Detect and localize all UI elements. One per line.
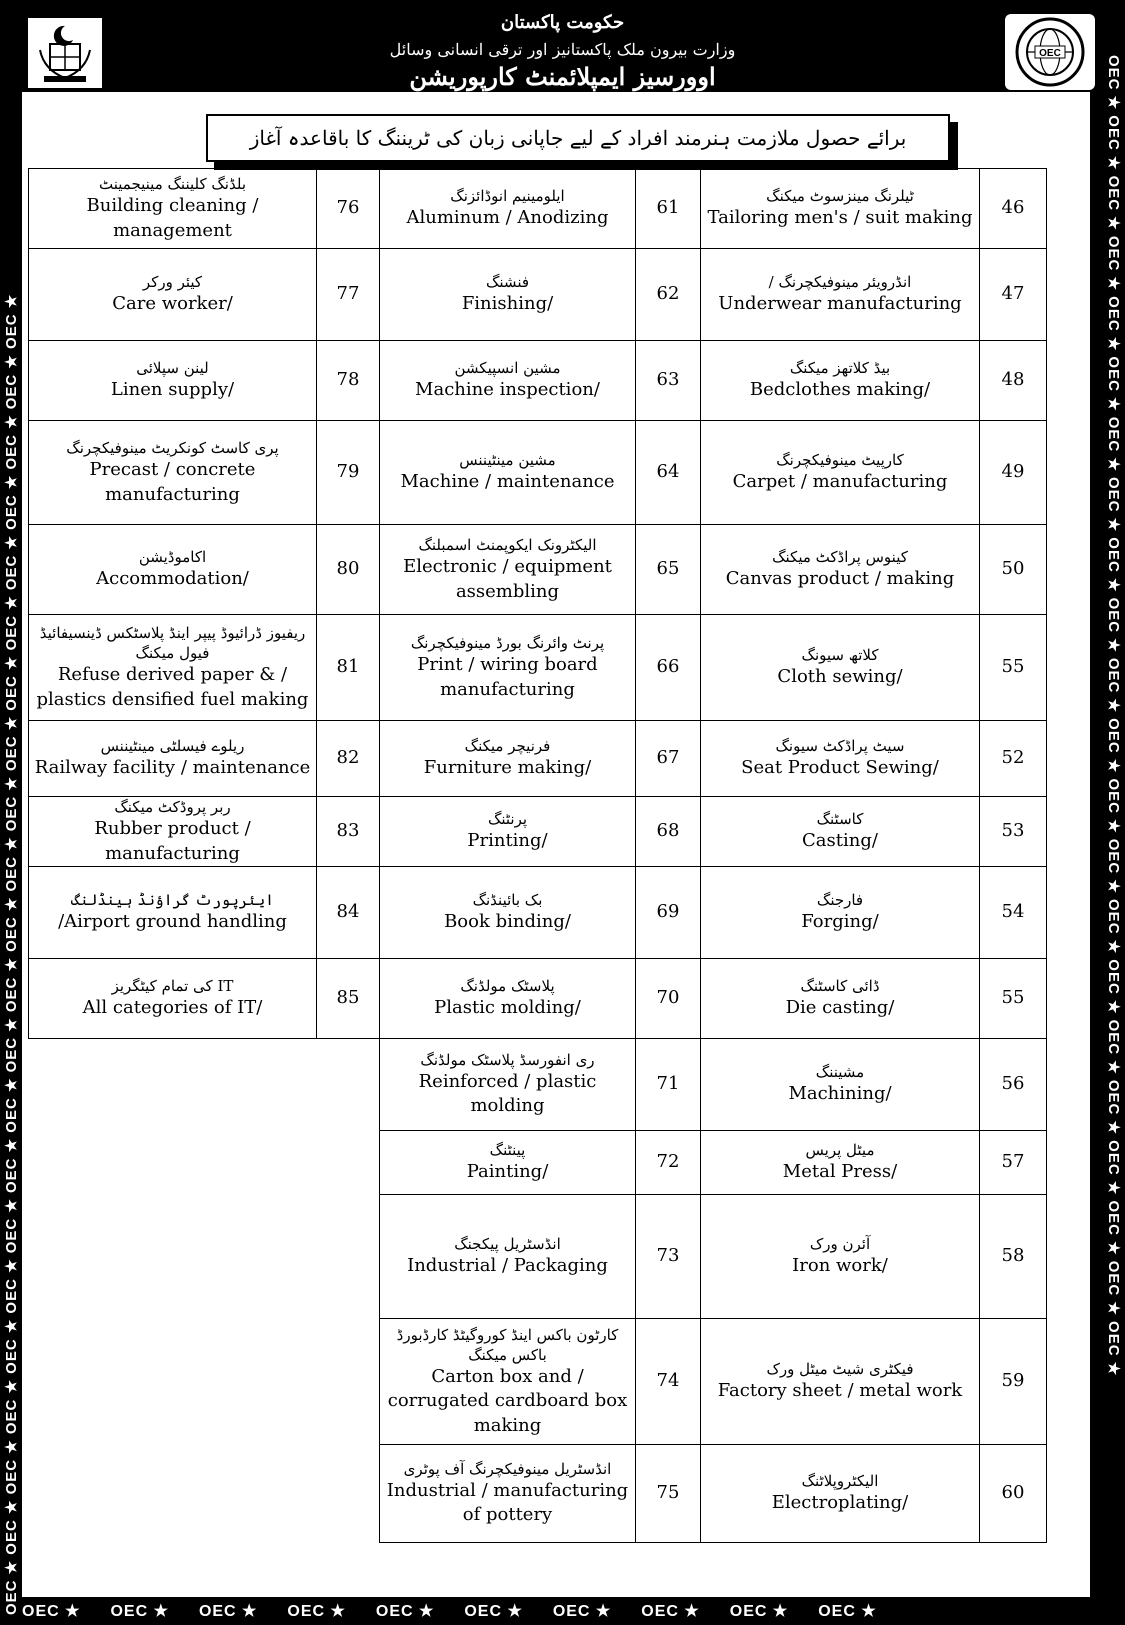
empty-cell [29,1194,380,1318]
serial-number: 49 [980,421,1047,525]
serial-number: 62 [636,249,701,341]
serial-number: 59 [980,1318,1047,1444]
trade-cell [701,341,980,421]
trade-name-urdu: پرنٹ وائرنگ بورڈ مینوفیکچرنگ [410,634,605,653]
trade-name-english: Machine inspection/ [415,379,600,401]
trade-cell [380,341,636,421]
trade-name-urdu: آئرن ورک [809,1235,871,1254]
bottom-border-word: OEC ★ [641,1603,700,1620]
trade-name-urdu: کلاتھ سیونگ [801,646,879,665]
serial-number: 56 [980,1038,1047,1130]
trade-name-urdu: فارجنگ [816,891,864,910]
trade-name-urdu: فنشنگ [485,273,530,292]
bottom-border-word: OEC ★ [552,1603,612,1620]
serial-number: 69 [636,866,701,958]
table-row [29,421,1047,525]
trade-name-english: Printing/ [467,830,548,852]
table-row [29,1444,1047,1542]
table-row [29,169,1047,249]
trade-name-urdu: بلڈنگ کلیننگ مینیجمینٹ [98,175,246,194]
serial-number: 50 [980,525,1047,615]
serial-number: 63 [636,341,701,421]
trade-cell [701,615,980,721]
serial-number: 66 [636,615,701,721]
trade-cell [29,525,317,615]
trade-cell [380,421,636,525]
trade-name-english: Casting/ [802,830,878,852]
trade-name-urdu: ریلوے فیسلٹی مینٹیننس [100,737,245,756]
bottom-border-word: OEC ★ [22,1603,81,1620]
trade-name-urdu: پری کاسٹ کونکریٹ مینوفیکچرنگ [66,439,279,458]
trade-cell [701,1194,980,1318]
serial-number: 61 [636,169,701,249]
table-row [29,615,1047,721]
trade-cell [380,958,636,1038]
serial-number: 70 [636,958,701,1038]
table-row [29,866,1047,958]
serial-number: 67 [636,721,701,797]
trade-name-urdu: بیڈ کلاتھز میکنگ [789,359,891,378]
trade-cell [380,249,636,341]
trade-name-english: All categories of IT/ [82,997,263,1019]
trade-name-english: Railway facility / maintenance [34,757,311,779]
trade-name-urdu: ریفیوز ڈرائیوڈ پیپر اینڈ پلاسٹکس ڈینسیفائیڈ فیول میکنگ [39,623,306,663]
serial-number: 76 [317,169,380,249]
trade-cell [701,249,980,341]
trade-name-english: Forging/ [801,911,879,933]
training-banner: برائے حصول ملازمت ہنرمند افراد کے لیے جاپانی زبان کی ٹریننگ کا باقاعدہ آغاز [206,114,950,162]
trade-cell [29,866,317,958]
trade-name-urdu: کاسٹنگ [816,810,864,829]
serial-number: 73 [636,1194,701,1318]
trade-name-urdu: ربر پروڈکٹ میکنگ [114,798,231,816]
serial-number: 81 [317,615,380,721]
serial-number: 74 [636,1318,701,1444]
trade-name-urdu: کارپیٹ مینوفیکچرنگ [776,451,904,470]
serial-number: 82 [317,721,380,797]
trade-cell [29,341,317,421]
trade-name-urdu: انڈسٹریل پیکجنگ [454,1235,561,1254]
serial-number: 64 [636,421,701,525]
serial-number: 52 [980,721,1047,797]
trade-cell [380,1318,636,1444]
trade-cell [701,169,980,249]
right-border-text: OEC ★ OEC ★ OEC ★ OEC ★ OEC ★ OEC ★ OEC ★ OEC ★ OEC ★ OEC ★ OEC ★ OEC ★ OEC ★ OEC ★ OEC ★ OEC ★ OEC ★ OEC ★ OEC ★ OEC ★ OEC ★ OEC ★ [1105,55,1122,1377]
serial-number: 83 [317,797,380,867]
bottom-border-word: OEC ★ [375,1603,435,1620]
trade-name-urdu: پرنٹنگ [487,810,528,829]
trade-name-urdu: میٹل پریس [805,1141,875,1160]
trade-name-english: Bedclothes making/ [749,379,931,401]
trade-cell [380,1038,636,1130]
serial-number: 84 [317,866,380,958]
serial-number: 75 [636,1444,701,1542]
content-area [22,92,1090,1597]
serial-number: 48 [980,341,1047,421]
serial-number: 55 [980,958,1047,1038]
trade-cell [380,615,636,721]
trade-name-urdu: الیکٹروپلاٹنگ [801,1472,879,1491]
trade-name-english: Industrial / Packaging [407,1255,608,1277]
serial-number: 47 [980,249,1047,341]
trade-name-urdu: الیکٹرونک ایکوپمنٹ اسمبلنگ [418,536,597,555]
serial-number: 54 [980,866,1047,958]
oec-logo [1005,14,1095,90]
trade-name-english: Linen supply/ [110,379,235,401]
trade-name-urdu: مشین مینٹیننس [459,451,556,470]
trade-name-english: Tailoring men's / suit making [707,207,973,229]
bottom-border-word: OEC ★ [464,1603,523,1620]
header [0,0,1125,92]
bottom-border-word: OEC ★ [818,1603,877,1620]
serial-number: 77 [317,249,380,341]
trade-cell [29,169,317,249]
trade-name-english: Painting/ [466,1161,549,1183]
left-border-strip [0,55,22,1615]
trade-cell [380,1130,636,1194]
table-row [29,341,1047,421]
bottom-border-strip [22,1599,1103,1625]
trade-name-urdu: سیٹ پراڈکٹ سیونگ [775,737,905,756]
trade-name-urdu: اکاموڈیشن [138,548,207,567]
trade-name-urdu: کیئر ورکر [142,273,203,292]
empty-cell [29,1318,380,1444]
trade-cell [701,1444,980,1542]
trade-name-urdu: ٹیلرنگ مینزسوٹ میکنگ [766,187,914,206]
ministry-title: وزارت بیرون ملک پاکستانیز اور ترقی انسانی وسائل [389,40,736,59]
trade-cell [701,958,980,1038]
trade-name-english: Carton box and / corrugated cardboard box making [387,1366,628,1436]
trade-cell [701,1318,980,1444]
table-row [29,1318,1047,1444]
trade-name-urdu: ایئرپورٹ گراؤنڈ ہینڈلنگ [71,891,274,910]
table-row [29,525,1047,615]
trade-name-urdu: پلاسٹک مولڈنگ [460,977,555,996]
trade-cell [380,797,636,867]
trade-name-english: Aluminum / Anodizing [406,207,609,229]
trade-cell [701,1038,980,1130]
table-row [29,797,1047,867]
trade-name-english: /Airport ground handling [58,911,287,933]
trade-cell [701,525,980,615]
serial-number: 58 [980,1194,1047,1318]
table-row [29,1194,1047,1318]
trade-name-english: Cloth sewing/ [777,666,903,688]
trade-name-english: Factory sheet / metal work [717,1380,963,1402]
trade-name-english: Iron work/ [792,1255,888,1277]
serial-number: 55 [980,615,1047,721]
trade-name-urdu: بک بائینڈنگ [472,891,543,910]
serial-number: 53 [980,797,1047,867]
trade-name-english: Industrial / manufacturing of pottery [386,1480,629,1526]
trade-name-english: Print / wiring board manufacturing [417,654,598,700]
table-row [29,1130,1047,1194]
trade-name-english: Rubber product / manufacturing [94,818,251,864]
bottom-border-word: OEC ★ [110,1603,169,1620]
trade-name-urdu: کارٹون باکس اینڈ کوروگیٹڈ کارڈبورڈ باکس میکنگ [396,1325,619,1364]
trade-name-english: Metal Press/ [782,1161,898,1183]
trade-name-urdu: کینوس پراڈکٹ میکنگ [772,548,908,567]
trade-cell [29,421,317,525]
trade-name-english: Canvas product / making [725,568,955,590]
trade-cell [380,866,636,958]
trade-name-urdu: مشین انسپیکشن [454,359,561,378]
trade-name-english: Building cleaning / management [86,195,259,241]
trade-cell [701,721,980,797]
trade-name-urdu: ایلومینیم انوڈائزنگ [450,187,565,206]
serial-number: 57 [980,1130,1047,1194]
trade-name-urdu: مشیننگ [815,1063,865,1082]
trade-name-english: Care worker/ [112,293,233,315]
govt-title: حکومت پاکستان [500,12,625,33]
trade-name-english: Electroplating/ [771,1492,909,1514]
serial-number: 79 [317,421,380,525]
serial-number: 72 [636,1130,701,1194]
trade-name-urdu: انڈرویئر مینوفیکچرنگ / [768,273,912,292]
trade-name-urdu: پینٹنگ [489,1141,526,1160]
right-border-strip [1103,55,1125,1615]
serial-number: 71 [636,1038,701,1130]
trade-name-english: Machining/ [788,1083,892,1105]
trade-cell [701,866,980,958]
trade-name-english: Seat Product Sewing/ [741,757,939,779]
left-border-text: OEC ★ OEC ★ OEC ★ OEC ★ OEC ★ OEC ★ OEC ★ OEC ★ OEC ★ OEC ★ OEC ★ OEC ★ OEC ★ OEC ★ OEC ★ OEC ★ OEC ★ OEC ★ OEC ★ OEC ★ OEC ★ OEC ★ [3,293,20,1615]
trade-name-english: Finishing/ [461,293,554,315]
trade-name-urdu: ری انفورسڈ پلاسٹک مولڈنگ [420,1050,595,1069]
trade-cell [701,421,980,525]
trade-name-urdu: IT کی تمام کیٹگریز [111,977,234,996]
table-row [29,958,1047,1038]
trade-cell [29,249,317,341]
serial-number: 68 [636,797,701,867]
trade-name-english: Machine / maintenance [400,471,615,493]
oec-logo-text: OEC [1039,48,1061,59]
trade-name-english: Electronic / equipment assembling [403,556,612,602]
trade-cell [380,1444,636,1542]
trade-name-english: Underwear manufacturing [718,293,962,315]
empty-cell [29,1130,380,1194]
serial-number: 80 [317,525,380,615]
trade-cell [29,721,317,797]
trade-cell [701,797,980,867]
trade-name-urdu: انڈسٹریل مینوفیکچرنگ آف پوٹری [403,1459,612,1478]
trade-name-english: Reinforced / plastic molding [418,1071,597,1117]
table-row [29,1038,1047,1130]
empty-cell [29,1038,380,1130]
trade-name-english: Refuse derived paper & / plastics densified fuel making [36,664,309,710]
serial-number: 60 [980,1444,1047,1542]
trade-name-urdu: فیکٹری شیٹ میٹل ورک [766,1360,914,1379]
trade-name-english: Book binding/ [444,911,571,933]
trade-cell [380,525,636,615]
organization-title: اوورسیز ایمپلائمنٹ کارپوریشن [409,62,716,91]
serial-number: 65 [636,525,701,615]
trade-cell [29,958,317,1038]
table-row [29,721,1047,797]
trade-cell [380,721,636,797]
trade-name-english: Carpet / manufacturing [732,471,948,493]
bottom-border-word: OEC ★ [287,1603,346,1620]
trade-name-urdu: ڈائی کاسٹنگ [800,977,880,996]
trade-name-english: Furniture making/ [423,757,592,779]
serial-number: 78 [317,341,380,421]
bottom-border-word: OEC ★ [729,1603,789,1620]
trade-name-english: Precast / concrete manufacturing [89,459,256,505]
table-row [29,249,1047,341]
trades-table [28,168,1047,1543]
trade-cell [29,615,317,721]
serial-number: 85 [317,958,380,1038]
trade-cell [380,1194,636,1318]
trade-cell [701,1130,980,1194]
trade-name-english: Plastic molding/ [434,997,581,1019]
trade-name-english: Accommodation/ [96,568,249,590]
serial-number: 46 [980,169,1047,249]
trade-cell [380,169,636,249]
empty-cell [29,1444,380,1542]
trade-name-urdu: فرنیچر میکنگ [464,737,551,756]
trade-name-english: Die casting/ [785,997,895,1019]
trade-cell [29,797,317,867]
trade-name-urdu: لینن سپلائی [136,359,209,378]
bottom-border-word: OEC ★ [198,1603,258,1620]
